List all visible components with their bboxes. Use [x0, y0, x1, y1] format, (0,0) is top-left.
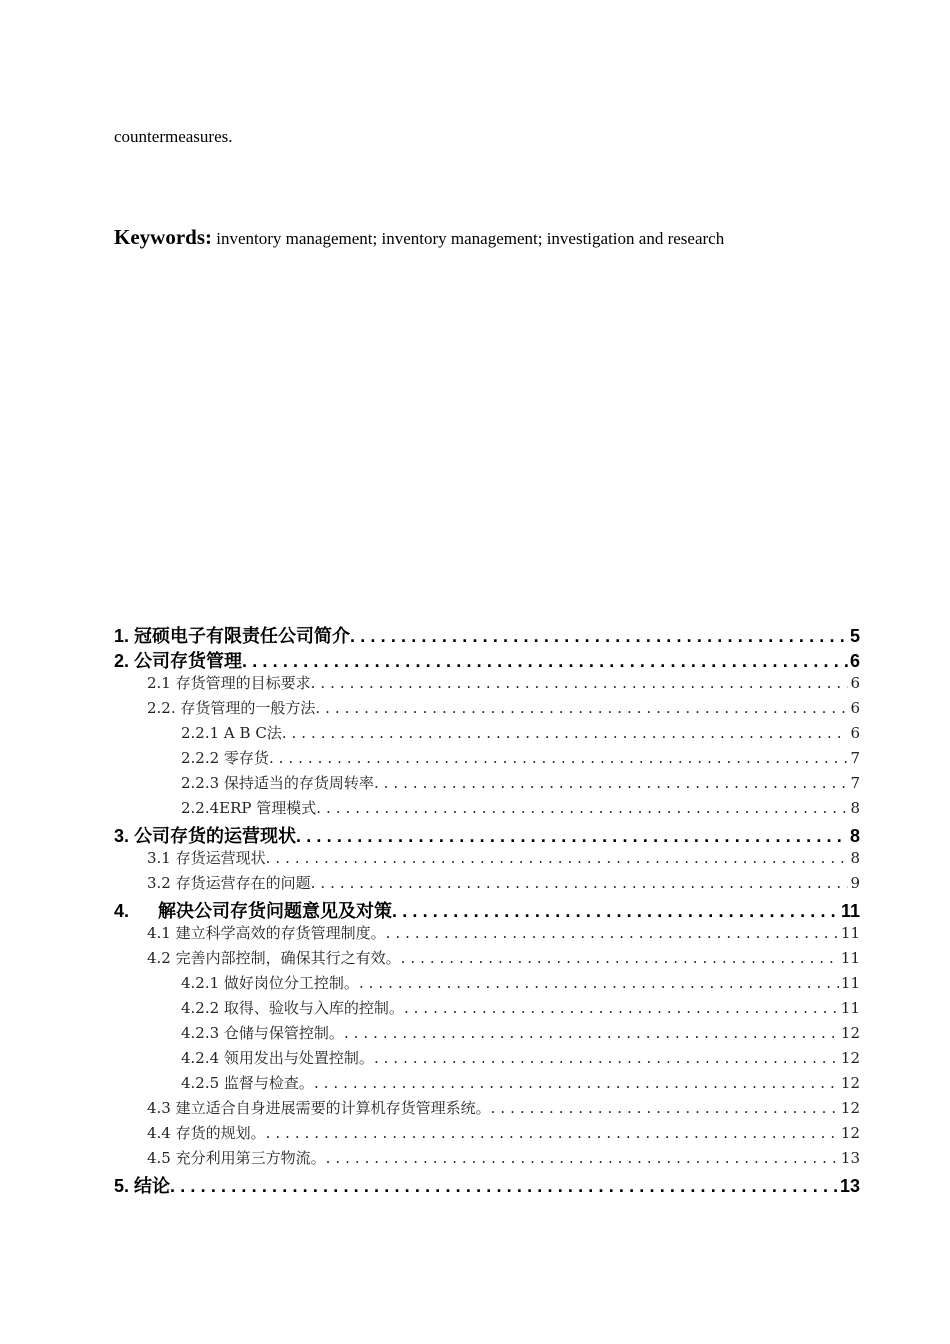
toc-entry-page: 13: [839, 1176, 860, 1196]
toc-entry[interactable]: [114, 1047, 860, 1072]
toc-entry-title: 4.4 存货的规划。: [147, 1124, 266, 1142]
toc-entry-title: 4.5 充分利用第三方物流。: [147, 1149, 326, 1167]
toc-entry[interactable]: [114, 847, 860, 872]
toc-entry[interactable]: [114, 772, 860, 797]
toc-entry[interactable]: [114, 722, 860, 747]
keywords-text: inventory management; inventory management; investigation and research: [212, 229, 725, 248]
toc-entry-title: 3.1 存货运营现状: [147, 849, 266, 867]
toc-dot-leader: [282, 724, 849, 742]
toc-entry-title: 2.2. 存货管理的一般方法: [147, 699, 316, 717]
toc-entry-page: 11: [840, 901, 860, 921]
toc-dot-leader: [269, 749, 849, 767]
toc-entry[interactable]: [114, 1147, 860, 1172]
toc-entry-page: 8: [850, 799, 860, 817]
toc-entry-page: 8: [850, 849, 860, 867]
toc-entry-title: 4.2.3 仓储与保管控制。: [181, 1024, 344, 1042]
toc-entry[interactable]: [114, 1022, 860, 1047]
toc-entry-page: 12: [840, 1099, 860, 1117]
toc-entry-title: 3. 公司存货的运营现状: [114, 826, 297, 846]
toc-entry[interactable]: [114, 822, 860, 847]
toc-entry-page: 11: [840, 924, 860, 942]
toc-entry-page: 11: [840, 949, 860, 967]
toc-dot-leader: [326, 1149, 839, 1167]
toc-entry[interactable]: [114, 947, 860, 972]
toc-entry-page: 5: [849, 626, 860, 646]
toc-dot-leader: [315, 699, 848, 717]
toc-dot-leader: [344, 1024, 839, 1042]
toc-dot-leader: [266, 849, 849, 867]
toc-entry-page: 11: [840, 974, 860, 992]
keywords-line: [114, 225, 724, 250]
toc-dot-leader: [311, 874, 849, 892]
toc-entry[interactable]: [114, 897, 860, 922]
toc-entry-page: 11: [840, 999, 860, 1017]
toc-dot-leader: [404, 999, 839, 1017]
toc-entry-title: [114, 897, 392, 922]
toc-entry-page: 12: [840, 1049, 860, 1067]
toc-dot-leader: [350, 626, 848, 647]
toc-entry-page: 6: [849, 651, 860, 671]
toc-entry-page: 12: [840, 1124, 860, 1142]
toc-dot-leader: [386, 924, 839, 942]
toc-entry-title: 2.2.4ERP 管理模式: [181, 799, 317, 817]
toc-dot-leader: [392, 901, 839, 922]
toc-entry-title: 5. 结论: [114, 1176, 171, 1196]
toc-dot-leader: [296, 826, 848, 847]
toc-entry[interactable]: [114, 1122, 860, 1147]
toc-entry-title: 4.2.1 做好岗位分工控制。: [181, 974, 359, 992]
toc-dot-leader: [311, 674, 849, 692]
toc-entry-title: 4.2.2 取得、验收与入库的控制。: [181, 999, 404, 1017]
toc-entry[interactable]: [114, 1097, 860, 1122]
table-of-contents: [114, 622, 860, 1197]
toc-entry-page: 7: [850, 774, 860, 792]
keywords-label: Keywords:: [114, 225, 212, 249]
toc-entry-number: 4.: [114, 901, 130, 921]
toc-dot-leader: [374, 1049, 839, 1067]
toc-entry-title: 4.2.4 领用发出与处置控制。: [181, 1049, 374, 1067]
toc-entry-title: 4.1 建立科学高效的存货管理制度。: [147, 924, 386, 942]
toc-entry[interactable]: [114, 997, 860, 1022]
toc-entry[interactable]: [114, 797, 860, 822]
toc-entry-title: 4.2.5 监督与检查。: [181, 1074, 314, 1092]
toc-entry-title: 4.3 建立适合自身进展需要的计算机存货管理系统。: [147, 1099, 491, 1117]
toc-entry-page: 6: [850, 674, 860, 692]
toc-dot-leader: [401, 949, 839, 967]
toc-entry-page: 8: [849, 826, 860, 846]
toc-entry-title: 2. 公司存货管理: [114, 651, 243, 671]
toc-entry[interactable]: [114, 1072, 860, 1097]
toc-entry-page: 6: [850, 724, 860, 742]
toc-entry[interactable]: [114, 1172, 860, 1197]
toc-dot-leader: [170, 1176, 838, 1197]
toc-dot-leader: [316, 799, 848, 817]
toc-entry-title: 2.2.3 保持适当的存货周转率: [181, 774, 374, 792]
toc-dot-leader: [359, 974, 839, 992]
toc-entry[interactable]: [114, 922, 860, 947]
toc-entry-page: 12: [840, 1024, 860, 1042]
toc-entry-title: 1. 冠硕电子有限责任公司简介: [114, 626, 351, 646]
toc-entry-page: 12: [840, 1074, 860, 1092]
toc-entry-title-text: 解决公司存货问题意见及对策: [158, 901, 392, 921]
toc-entry-title: 2.1 存货管理的目标要求: [147, 674, 311, 692]
toc-entry-title: 2.2.2 零存货: [181, 749, 269, 767]
toc-dot-leader: [374, 774, 849, 792]
toc-entry-title: 2.2.1 A B C法: [181, 724, 282, 742]
toc-entry[interactable]: [114, 672, 860, 697]
abstract-tail-text: countermeasures.: [114, 127, 233, 146]
toc-entry-title: 3.2 存货运营存在的问题: [147, 874, 311, 892]
toc-dot-leader: [242, 651, 848, 672]
toc-entry-title: 4.2 完善内部控制，确保其行之有效。: [147, 949, 401, 967]
toc-entry[interactable]: [114, 972, 860, 997]
toc-entry[interactable]: [114, 872, 860, 897]
toc-entry-page: 13: [840, 1149, 860, 1167]
toc-entry[interactable]: [114, 622, 860, 647]
toc-dot-leader: [314, 1074, 839, 1092]
toc-entry-page: 9: [850, 874, 860, 892]
toc-entry[interactable]: [114, 697, 860, 722]
toc-entry[interactable]: [114, 647, 860, 672]
toc-entry-page: 7: [850, 749, 860, 767]
toc-dot-leader: [266, 1124, 839, 1142]
toc-entry[interactable]: [114, 747, 860, 772]
toc-entry-page: 6: [850, 699, 860, 717]
toc-dot-leader: [491, 1099, 839, 1117]
